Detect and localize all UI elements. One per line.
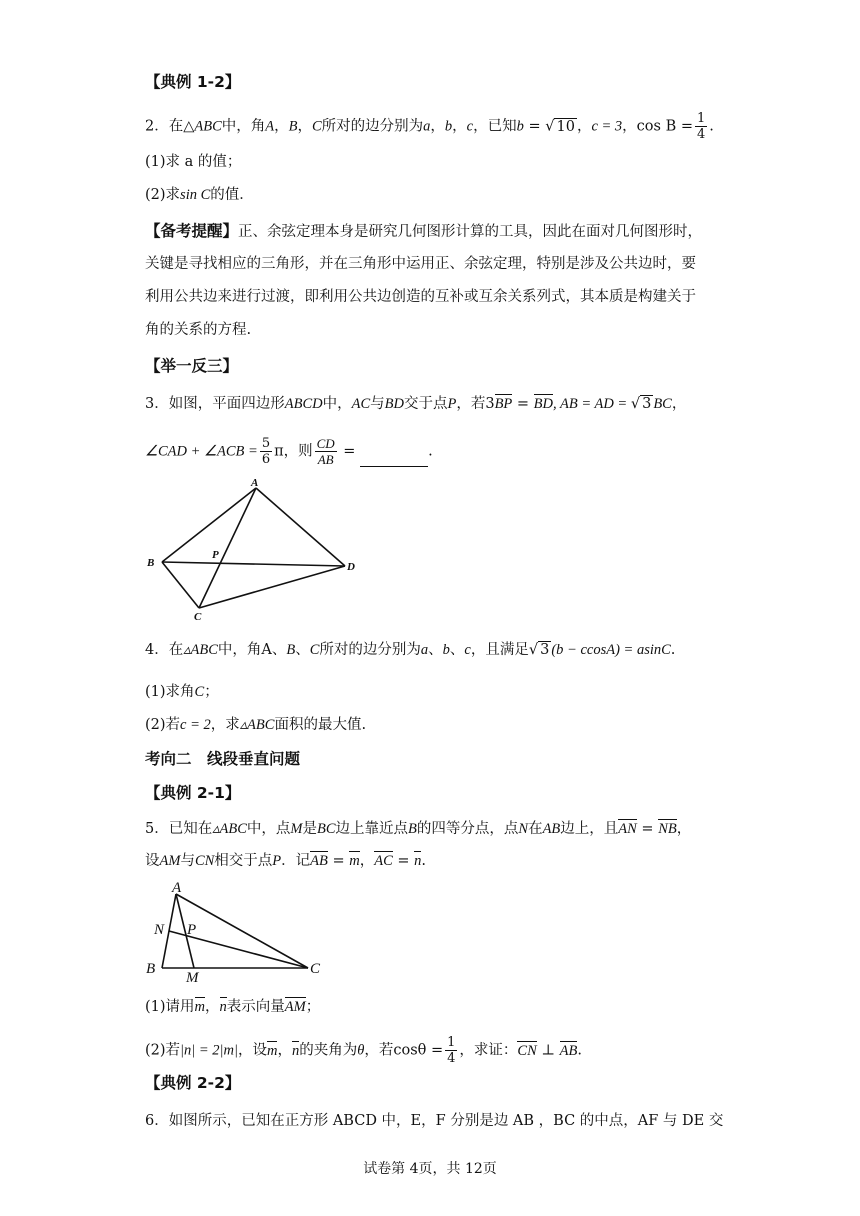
text: ，求证： <box>459 1042 518 1059</box>
fraction-numerator: 1 <box>697 111 706 126</box>
text: ， <box>359 853 375 869</box>
math-text: C <box>194 684 205 700</box>
text: ； <box>204 684 219 700</box>
fraction-denominator: AB <box>317 452 334 467</box>
text: 所对的边分别为 <box>321 118 424 135</box>
text: 中，角 <box>221 118 266 135</box>
label-a: A <box>251 477 259 489</box>
math-text: N <box>518 821 529 837</box>
tip-line-2: 关键是寻找相应的三角形，并在三角形中运用正、余弦定理，特别是涉及公共边时，要 <box>145 256 696 272</box>
text: ．记 <box>281 853 311 869</box>
triangle-figure <box>140 876 340 984</box>
fraction <box>315 436 337 467</box>
question-5-part-1 <box>145 997 320 1017</box>
text: (2)若 <box>145 1042 181 1059</box>
fraction-numerator: 1 <box>447 1035 456 1050</box>
label-b: B <box>146 961 156 977</box>
text: ⊥ <box>536 1042 560 1059</box>
fraction-numerator: 5 <box>261 436 271 451</box>
label-b: B <box>147 557 155 569</box>
math-text: ▵ABC <box>239 717 275 733</box>
text: . <box>577 1042 582 1059</box>
fraction-denominator: 4 <box>447 1051 456 1066</box>
math-text: θ <box>357 1042 365 1059</box>
math-text: ▵ABC <box>212 821 247 837</box>
vector: AB <box>559 1042 578 1059</box>
text: . <box>709 118 714 135</box>
text: 与 <box>180 853 195 869</box>
text: ， <box>452 118 467 135</box>
example-2-1-heading: 【典例 2-1】 <box>145 784 241 802</box>
text: 2．在△ <box>145 118 195 135</box>
text: = <box>523 118 546 135</box>
tip-label: 【备考提醒】 <box>145 222 239 240</box>
text: 、 <box>295 642 310 658</box>
answer-blank[interactable] <box>360 452 428 467</box>
math-text: b <box>516 118 524 135</box>
math-text: |n| = 2|m| <box>180 1042 238 1059</box>
math-text: BD <box>384 396 404 412</box>
fraction-denominator: 4 <box>697 127 706 142</box>
text: ， <box>576 118 592 135</box>
math-text: BC <box>317 821 336 837</box>
math-text: ABCD <box>284 396 323 412</box>
text: = <box>338 443 361 460</box>
text: = <box>512 396 534 412</box>
label-c: C <box>194 611 202 622</box>
math-text: ABC <box>194 118 222 135</box>
text: = <box>327 853 350 869</box>
text: . <box>670 642 676 658</box>
question-4-part-2 <box>145 715 366 735</box>
text: 设 <box>145 853 160 869</box>
label-n: N <box>154 922 165 938</box>
label-p: P <box>212 549 219 561</box>
text: ，若 <box>364 1042 394 1059</box>
math-text: AB <box>542 821 561 837</box>
math-text: sin C <box>180 187 211 203</box>
section-2-title: 考向二 线段垂直问题 <box>145 750 301 768</box>
text: 4．在 <box>145 642 184 658</box>
text: 正、余弦定理本身是研究几何图形计算的工具，因此在面对几何图形时， <box>238 224 703 240</box>
math-text: c = 2 <box>180 717 211 733</box>
math-text: c <box>464 642 471 658</box>
text: (2)求 <box>145 187 181 203</box>
text: 交于点 <box>403 396 448 412</box>
fraction-denominator: 6 <box>261 452 271 467</box>
math-text: P <box>272 853 282 869</box>
question-3-line-2 <box>145 436 433 467</box>
text: ， <box>277 1042 292 1059</box>
text: ， <box>205 999 220 1015</box>
question-5-part-2 <box>145 1035 582 1066</box>
text: ，若 <box>456 396 486 412</box>
text: 相交于点 <box>214 853 273 869</box>
text: 中，点 <box>246 821 291 837</box>
math-text: AC <box>351 396 371 412</box>
math-text: B <box>288 118 298 135</box>
figure-lines <box>162 894 308 968</box>
vector: m <box>267 1042 278 1059</box>
math-text: A <box>261 642 272 658</box>
text: 、 <box>449 642 465 658</box>
math-text: B <box>286 642 296 658</box>
math-text: π <box>274 443 284 460</box>
math-text: c = 3 <box>591 118 623 135</box>
vector: n <box>291 1042 300 1059</box>
math-text: b <box>444 118 453 135</box>
text: 与 <box>370 396 385 412</box>
segment-bc <box>162 562 199 608</box>
math-text: c <box>466 118 474 135</box>
text: 在 <box>528 821 543 837</box>
label-m: M <box>186 970 199 984</box>
practice-heading: 【举一反三】 <box>145 357 239 375</box>
math-text: , AB = AD = <box>553 396 631 412</box>
text: (1)请用 <box>145 999 195 1015</box>
question-6-line-1: 6．如图所示，已知在正方形 ABCD 中，E，F 分别是边 AB ，BC 的中点，AF 与 DE 交 <box>145 1113 724 1129</box>
vector: AM <box>284 999 306 1015</box>
math-text: ▵ABC <box>183 642 218 658</box>
math-text: B <box>408 821 417 837</box>
text: (2)若 <box>145 717 181 733</box>
tip-line-1 <box>145 221 702 242</box>
text: 中， <box>322 396 352 412</box>
vector: m <box>349 853 360 869</box>
text: ， <box>274 118 289 135</box>
text: . <box>421 853 426 869</box>
text: 5．已知在 <box>145 821 213 837</box>
question-2-line-1: 2．在△ABC中，角A，B，C所对的边分别为a，b，c，已知b = √ 10 ，c = 3，cos B = $\frac{1}{4}$ . <box>145 111 714 142</box>
question-2-part-2 <box>145 185 254 205</box>
question-4-part-1 <box>145 682 219 702</box>
fraction <box>260 436 272 467</box>
text: 、 <box>428 642 443 658</box>
vector: n <box>414 853 422 869</box>
text: 的四等分点，点 <box>416 821 519 837</box>
text: 的值． <box>210 187 254 203</box>
fraction <box>445 1035 457 1066</box>
vector: NB <box>658 821 677 837</box>
label-a: A <box>172 880 182 896</box>
text: 3 <box>485 396 495 412</box>
vector: n <box>219 999 227 1015</box>
math-text: CN <box>194 853 215 869</box>
tip-line-3: 利用公共边来进行过渡，即利用公共边创造的互补或互余关系列式，其本质是构建关于 <box>145 289 696 305</box>
page-footer: 试卷第 4页，共 12页 <box>363 1161 497 1177</box>
text: 、 <box>271 642 287 658</box>
vector: AB <box>310 853 328 869</box>
vector: m <box>194 999 206 1015</box>
math-text: b <box>442 642 450 658</box>
math-text: A <box>265 118 275 135</box>
math-text: AM <box>159 853 181 869</box>
math-text: ∠CAD + ∠ACB = <box>145 443 258 460</box>
segment-ad <box>256 488 345 566</box>
text: 的夹角为 <box>299 1042 358 1059</box>
fraction-numerator: CD <box>316 436 335 451</box>
text: ， <box>671 396 687 412</box>
vector: BD <box>533 396 553 412</box>
sqrt-radicand: 3 <box>642 396 652 412</box>
question-3-line-1: 3．如图，平面四边形ABCD中，AC与BD交于点P，若3BP = BD, AB = AD = √ 3 BC， <box>145 396 687 412</box>
text: (1)求角 <box>145 684 195 700</box>
vector: BP <box>494 396 513 412</box>
segment-ab <box>162 488 256 562</box>
segment-cd <box>199 566 345 608</box>
math-text: C <box>309 642 320 658</box>
tip-line-4: 角的关系的方程. <box>145 322 252 338</box>
math-text: a <box>420 642 429 658</box>
text: ，且满足 <box>470 642 529 658</box>
text: 边上靠近点 <box>335 821 409 837</box>
text: ， <box>676 821 692 837</box>
sqrt-radicand: 10 <box>556 118 575 135</box>
text: 所对的边分别为 <box>319 642 421 658</box>
figure-lines <box>162 488 345 608</box>
math-text: (b − ccosA) = asinC <box>551 642 671 658</box>
text: ， <box>297 118 312 135</box>
text: ， <box>430 118 445 135</box>
sqrt-radicand: 3 <box>540 642 550 658</box>
text: ， <box>622 118 637 135</box>
segment-bd <box>162 562 345 566</box>
text: 中，角 <box>217 642 262 658</box>
question-4-line-1: 4．在▵ABC中，角A、B、C所对的边分别为a、b、c，且满足√ 3 (b − ccosA) = asinC. <box>145 642 676 658</box>
text: ，设 <box>238 1042 267 1059</box>
text: ； <box>305 999 321 1015</box>
math-text: cosθ = <box>393 1042 444 1059</box>
math-text: a <box>423 118 431 135</box>
example-2-2-heading: 【典例 2-2】 <box>145 1074 241 1092</box>
math-text: BC <box>653 396 672 412</box>
math-text: M <box>290 821 303 837</box>
text: ，已知 <box>473 118 517 135</box>
text: ，求 <box>210 717 240 733</box>
text: = <box>392 853 415 869</box>
label-d: D <box>347 561 355 573</box>
vector: CN <box>517 1042 537 1059</box>
text: 边上，且 <box>560 821 619 837</box>
math-text: cos B = <box>636 118 693 135</box>
math-text: P <box>447 396 457 412</box>
math-text: C <box>312 118 322 135</box>
text: = <box>636 821 659 837</box>
label-c: C <box>310 961 321 977</box>
text: 是 <box>302 821 317 837</box>
question-5-line-2 <box>145 851 426 871</box>
quadrilateral-figure <box>140 472 370 622</box>
vector: AC <box>374 853 393 869</box>
text: 表示向量 <box>226 999 285 1015</box>
text: 面积的最大值. <box>274 717 367 733</box>
example-1-2-heading: 【典例 1-2】 <box>145 73 241 91</box>
fraction <box>695 111 707 142</box>
question-2-part-1: (1)求 a 的值； <box>145 154 242 170</box>
text: 3．如图，平面四边形 <box>145 396 285 412</box>
question-5-line-1 <box>145 819 691 839</box>
segment-ac <box>199 488 256 608</box>
vector: AN <box>618 821 637 837</box>
text: . <box>428 443 433 460</box>
label-p: P <box>187 922 197 938</box>
text: ，则 <box>283 443 313 460</box>
